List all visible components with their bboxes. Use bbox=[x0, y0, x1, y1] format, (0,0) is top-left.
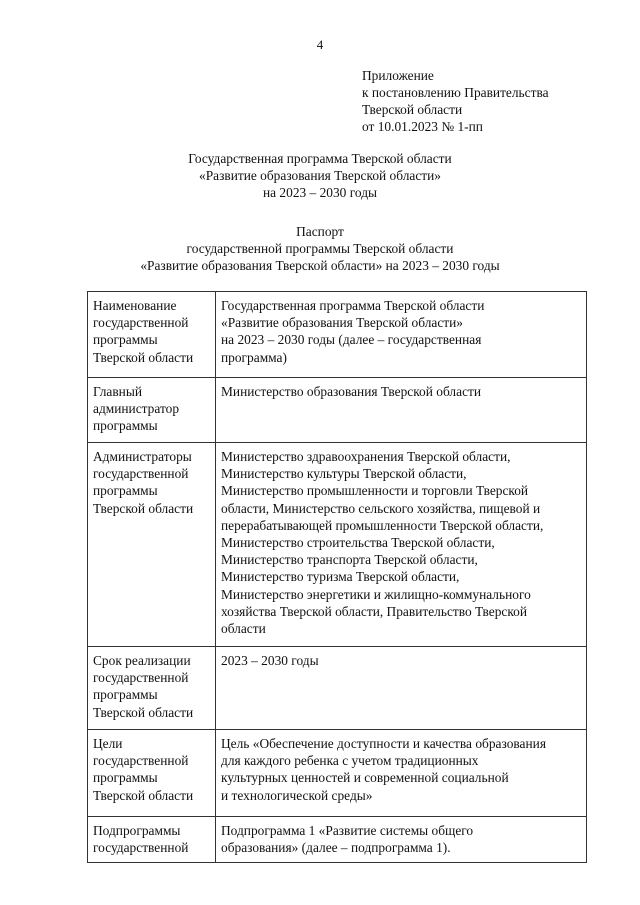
value-line: области, Министерство сельского хозяйства, пищевой и bbox=[221, 500, 541, 516]
label-line: Тверской области bbox=[93, 500, 194, 516]
label-line: государственной bbox=[93, 670, 189, 686]
label-line: Тверской области bbox=[93, 704, 194, 720]
passport-title-line: Паспорт bbox=[296, 224, 344, 239]
row-label bbox=[88, 378, 216, 443]
table-row bbox=[88, 730, 587, 817]
value-line: на 2023 – 2030 годы (далее – государственная bbox=[221, 332, 482, 348]
program-title-line: Государственная программа Тверской области bbox=[188, 151, 452, 166]
value-line: Цель «Обеспечение доступности и качества образования bbox=[221, 736, 546, 751]
page-number: 4 bbox=[316, 37, 324, 52]
table-row bbox=[88, 817, 587, 863]
value-line: образования» (далее – подпрограмма 1). bbox=[221, 840, 451, 856]
row-value bbox=[216, 443, 587, 647]
label-line: программы bbox=[93, 332, 158, 348]
row-label bbox=[88, 647, 216, 730]
value-line: хозяйства Тверской области, Правительство Тверской bbox=[221, 603, 528, 619]
row-value bbox=[216, 647, 587, 730]
value-line: Министерство промышленности и торговли Тверской bbox=[221, 483, 529, 499]
label-line: Наименование bbox=[93, 298, 177, 313]
value-line: 2023 – 2030 годы bbox=[221, 653, 319, 668]
passport-title bbox=[0, 223, 640, 274]
value-line: Министерство транспорта Тверской области, bbox=[221, 552, 478, 568]
appendix-line: Тверской области bbox=[362, 102, 463, 117]
value-line: Подпрограмма 1 «Развитие системы общего bbox=[221, 823, 474, 838]
label-line: государственной bbox=[93, 466, 189, 482]
value-line: программа) bbox=[221, 349, 287, 365]
row-label bbox=[88, 443, 216, 647]
appendix-line: к постановлению Правительства bbox=[362, 85, 549, 100]
label-line: Тверской области bbox=[93, 349, 194, 365]
label-line: государственной bbox=[93, 840, 189, 856]
row-value bbox=[216, 292, 587, 378]
row-label bbox=[88, 292, 216, 378]
passport-title-line: «Развитие образования Тверской области» на 2023 – 2030 годы bbox=[140, 258, 500, 273]
appendix-line: Приложение bbox=[362, 68, 434, 83]
value-line: перерабатывающей промышленности Тверской области, bbox=[221, 517, 544, 533]
label-line: государственной bbox=[93, 315, 189, 331]
label-line: программы bbox=[93, 687, 158, 703]
program-title bbox=[0, 150, 640, 201]
value-line: и технологической среды» bbox=[221, 787, 373, 803]
label-line: программы bbox=[93, 770, 158, 786]
value-line: культурных ценностей и современной социальной bbox=[221, 770, 509, 786]
label-line: государственной bbox=[93, 753, 189, 769]
row-value bbox=[216, 730, 587, 817]
row-label bbox=[88, 817, 216, 863]
label-line: Администраторы bbox=[93, 449, 192, 464]
table-row bbox=[88, 443, 587, 647]
label-line: администратор bbox=[93, 401, 180, 417]
row-value bbox=[216, 817, 587, 863]
program-title-line: «Развитие образования Тверской области» bbox=[199, 168, 441, 183]
label-line: Цели bbox=[93, 736, 123, 751]
value-line: Министерство энергетики и жилищно-коммунального bbox=[221, 586, 531, 602]
value-line: Министерство туризма Тверской области, bbox=[221, 569, 460, 585]
table-row bbox=[88, 292, 587, 378]
label-line: Подпрограммы bbox=[93, 823, 181, 838]
row-label bbox=[88, 730, 216, 817]
passport-table bbox=[87, 291, 587, 863]
value-line: Государственная программа Тверской области bbox=[221, 298, 485, 313]
appendix-line: от 10.01.2023 № 1-пп bbox=[362, 119, 483, 134]
label-line: Срок реализации bbox=[93, 653, 191, 668]
value-line: для каждого ребенка с учетом традиционных bbox=[221, 753, 479, 769]
label-line: программы bbox=[93, 418, 158, 434]
value-line: области bbox=[221, 621, 266, 637]
value-line: Министерство здравоохранения Тверской области, bbox=[221, 449, 511, 464]
value-line: Министерство строительства Тверской области, bbox=[221, 535, 495, 551]
label-line: Тверской области bbox=[93, 787, 194, 803]
value-line: Министерство культуры Тверской области, bbox=[221, 466, 467, 482]
table-row bbox=[88, 647, 587, 730]
label-line: программы bbox=[93, 483, 158, 499]
row-value bbox=[216, 378, 587, 443]
value-line: «Развитие образования Тверской области» bbox=[221, 315, 463, 331]
passport-title-line: государственной программы Тверской области bbox=[186, 241, 454, 256]
appendix-note bbox=[362, 67, 549, 135]
program-title-line: на 2023 – 2030 годы bbox=[262, 185, 378, 200]
table-row bbox=[88, 378, 587, 443]
label-line: Главный bbox=[93, 384, 143, 399]
value-line: Министерство образования Тверской области bbox=[221, 384, 482, 399]
